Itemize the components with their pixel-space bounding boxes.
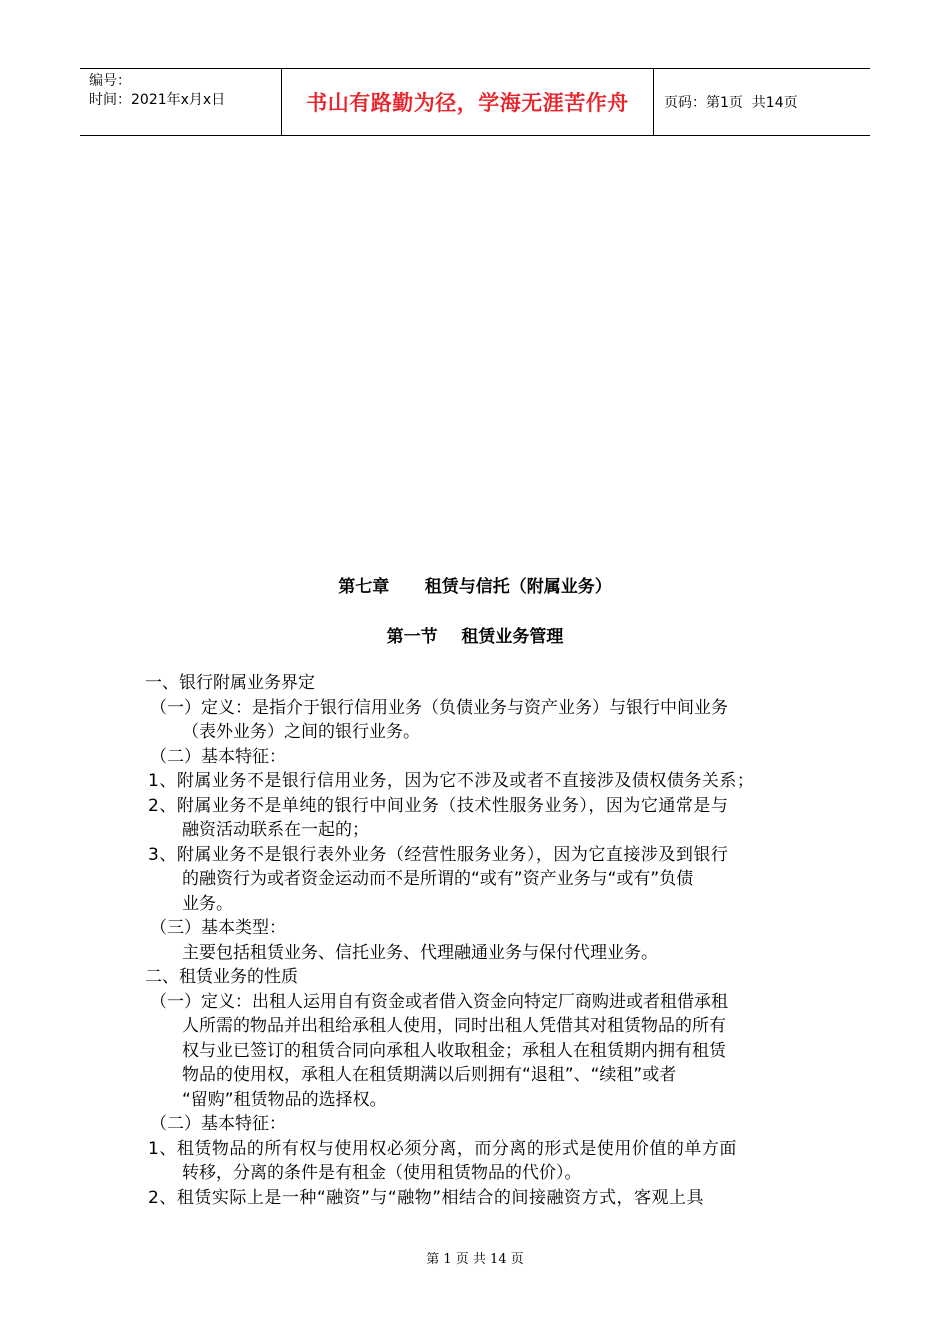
body-line: 的融资行为或者资金运动而不是所谓的“或有”资产业务与“或有”负债 xyxy=(182,869,694,889)
section-title: 第一节 租赁业务管理 xyxy=(386,627,564,647)
body-line: 权与业已签订的租赁合同向承租人收取租金；承租人在租赁期内拥有租赁 xyxy=(182,1040,726,1061)
body-line: 二、租赁业务的性质 xyxy=(145,967,298,987)
page-footer: 第 1 页 共 14 页 xyxy=(426,1252,524,1267)
body-line: 人所需的物品并出租给承租人使用，同时出租人凭借其对租赁物品的所有 xyxy=(182,1016,726,1036)
body-line: “留购”租赁物品的选择权。 xyxy=(182,1089,387,1110)
body-line: 主要包括租赁业务、信托业务、代理融通业务与保付代理业务。 xyxy=(182,942,658,963)
serial-label: 编号： xyxy=(89,73,131,89)
body-line: （二）基本特征： xyxy=(150,1114,286,1134)
chapter-title: 第七章 租赁与信托（附属业务） xyxy=(338,577,612,597)
body-line: 一、银行附属业务界定 xyxy=(145,673,315,693)
body-line: （二）基本特征： xyxy=(150,746,286,767)
body-line: 2、租赁实际上是一种“融资”与“融物”相结合的间接融资方式，客观上具 xyxy=(148,1187,705,1208)
body-line: （一）定义：是指介于银行信用业务（负债业务与资产业务）与银行中间业务 xyxy=(150,697,728,718)
body-line: 1、附属业务不是银行信用业务，因为它不涉及或者不直接涉及债权债务关系； xyxy=(148,771,755,791)
body-line: 业务。 xyxy=(182,893,233,914)
body-line: 2、附属业务不是单纯的银行中间业务（技术性服务业务），因为它通常是与 xyxy=(148,795,729,816)
header-motto: 书山有路勤为径，学海无涯苦作舟 xyxy=(282,69,654,135)
body-line: 转移，分离的条件是有租金（使用租赁物品的代价）。 xyxy=(182,1163,582,1183)
time-label: 时间：2021年x月x日 xyxy=(89,92,226,108)
document-body xyxy=(0,671,950,1210)
body-line: 融资活动联系在一起的； xyxy=(182,820,369,840)
body-line: （三）基本类型： xyxy=(150,918,286,938)
page-header xyxy=(80,68,870,136)
body-line: 3、附属业务不是银行表外业务（经营性服务业务），因为它直接涉及到银行 xyxy=(148,844,729,865)
page-info-text: 页码：第1页 共14页 xyxy=(664,95,798,111)
header-meta xyxy=(80,69,282,135)
body-line: （表外业务）之间的银行业务。 xyxy=(182,722,420,742)
body-line: 物品的使用权，承租人在租赁期满以后则拥有“退租”、“续租”或者 xyxy=(182,1065,677,1085)
header-page-info xyxy=(654,69,870,135)
body-line: （一）定义：出租人运用自有资金或者借入资金向特定厂商购进或者租借承租 xyxy=(150,991,728,1012)
body-line: 1、租赁物品的所有权与使用权必须分离，而分离的形式是使用价值的单方面 xyxy=(148,1138,737,1159)
